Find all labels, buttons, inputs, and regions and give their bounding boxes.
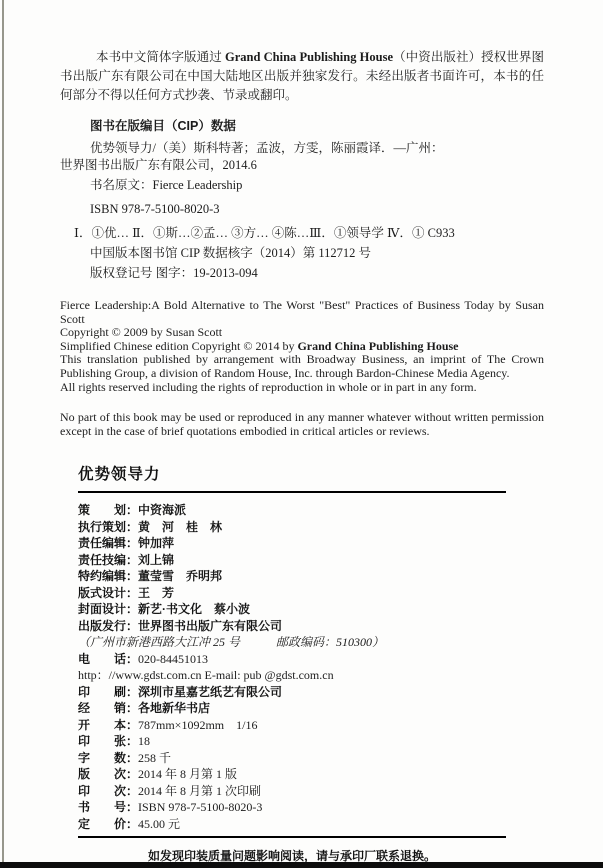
colophon-row-price: [78, 816, 544, 833]
footer-divider-rule: [78, 836, 506, 838]
colophon-row-printed-sheets: [78, 733, 544, 750]
colophon-row-website-email: http：//www.gdst.com.cn E-mail: pub @gdst.com.cn: [78, 668, 334, 683]
english-permission-block: [60, 411, 544, 438]
row-label: 印 次：: [78, 783, 139, 798]
en-chinese-edition-line: [60, 340, 544, 354]
row-label: 执行策划：: [78, 519, 139, 534]
en-arrangement-line: This translation published by arrangement with Broadway Business, an imprint of The Crown Publishing Group, a division of Random House, Inc. through Bardon-Chinese Media Agency.: [60, 352, 544, 380]
row-label: 策 划：: [78, 503, 139, 518]
cip-original-title: 书名原文：Fierce Leadership: [90, 178, 243, 192]
english-copyright-block: [60, 299, 544, 394]
cip-classification: Ⅰ．①优… Ⅱ．①斯…②孟… ③方… ④陈…Ⅲ．①领导学 Ⅳ．① C933: [74, 226, 455, 240]
row-value: 45.00 元: [138, 816, 181, 831]
row-value: 18: [138, 734, 151, 749]
publisher-name-en-bold: Grand China Publishing House: [297, 338, 459, 353]
colophon-row-telephone: [78, 651, 544, 668]
row-value: 新艺·书文化 蔡小波: [138, 602, 251, 617]
row-value: 020-84451013: [138, 651, 209, 666]
license-notice-paragraph: [60, 48, 544, 105]
colophon-row-layout-design: [78, 585, 544, 602]
row-value: 各地新华书店: [138, 701, 211, 716]
colophon-row-word-count: [78, 750, 544, 767]
row-value: 董莹雪 乔明邦: [138, 569, 223, 584]
cip-publisher-line: 世界图书出版广东有限公司，2014.6: [60, 158, 257, 172]
row-value: 黄 河 桂 林: [138, 519, 223, 534]
license-notice-pre: 本书中文简体字版通过: [96, 50, 225, 64]
cip-isbn: ISBN 978-7-5100-8020-3: [90, 202, 220, 216]
en-permission-paragraph: No part of this book may be used or reproduced in any manner whatever without written permission except in the case of brief quotations embodied in critical articles or reviews.: [60, 410, 544, 438]
colophon-row-distribution: [78, 700, 544, 717]
row-label: 版 次：: [78, 767, 139, 782]
row-label: 封面设计：: [78, 602, 139, 617]
row-label: 字 数：: [78, 750, 139, 765]
cip-title-line: 优势领导力/（美）斯科特著；孟波，方雯，陈丽霞译．—广州：: [90, 141, 444, 155]
colophon-row-executive-planning: [78, 519, 544, 536]
row-value: 钟加萍: [138, 536, 175, 551]
colophon-row-isbn: [78, 799, 544, 816]
colophon-row-planning: [78, 502, 544, 519]
row-label: 印 张：: [78, 734, 139, 749]
colophon-row-format: [78, 717, 544, 734]
title-divider-rule: [78, 491, 506, 493]
row-value: 深圳市星嘉艺纸艺有限公司: [138, 684, 283, 699]
row-value: 中资海派: [138, 503, 187, 518]
row-label: 经 销：: [78, 701, 139, 716]
license-notice-post: （中资出版社）授权世界图书出版广东有限公司在中国大陆地区出版并独家发行。未经出版者书面许可，本书的任何部分不得以任何方式抄袭、节录或翻印。: [60, 50, 544, 102]
scan-left-edge-line: [2, 0, 4, 868]
print-quality-notice: 如发现印装质量问题影响阅读，请与承印厂联系退换。: [147, 848, 436, 863]
row-label: 印 刷：: [78, 684, 139, 699]
row-label: 定 价：: [78, 816, 139, 831]
row-value: 世界图书出版广东有限公司: [138, 618, 283, 633]
colophon-row-edition: [78, 766, 544, 783]
cip-block: [60, 118, 544, 282]
publisher-name-en: Grand China Publishing House: [225, 50, 394, 64]
colophon-row-publisher: [78, 618, 544, 635]
row-value: ISBN 978-7-5100-8020-3: [138, 800, 263, 815]
row-label: 责任技编：: [78, 552, 139, 567]
book-title: 优势领导力: [78, 466, 161, 484]
colophon-row-cover-design: [78, 601, 544, 618]
en-copyright-line: Copyright © 2009 by Susan Scott: [60, 325, 223, 340]
row-value: 刘上锦: [138, 552, 175, 567]
row-label: 开 本：: [78, 717, 139, 732]
colophon-row-responsible-editor: [78, 535, 544, 552]
colophon-row-printing: [78, 783, 544, 800]
en-rights-line: All rights reserved including the rights of reproduction in whole or in part in any form.: [60, 379, 477, 394]
colophon-list: [78, 502, 544, 832]
row-label: 特约编辑：: [78, 569, 139, 584]
cip-heading: 图书在版编目（CIP）数据: [90, 119, 236, 133]
en-title-line: Fierce Leadership:A Bold Alternative to The Worst "Best" Practices of Business Today by Susan Scott: [60, 298, 544, 326]
colophon-row-publisher-address: （广州市新港西路大江冲 25 号 邮政编码：510300）: [78, 635, 385, 650]
copyright-registry-number: 版权登记号 图字：19-2013-094: [90, 266, 258, 280]
en-chinese-edition-pre: Simplified Chinese edition Copyright © 2014 by: [60, 338, 298, 353]
copyright-page: [60, 48, 544, 864]
row-value: 王 芳: [138, 585, 175, 600]
row-value: 258 千: [138, 750, 172, 765]
colophon-row-technical-editor: [78, 552, 544, 569]
row-label: 责任编辑：: [78, 536, 139, 551]
row-label: 书 号：: [78, 800, 139, 815]
row-value: 2014 年 8 月第 1 次印刷: [138, 783, 262, 798]
row-label: 版式设计：: [78, 585, 139, 600]
row-label: 电 话：: [78, 651, 139, 666]
cip-registry-number: 中国版本图书馆 CIP 数据核字（2014）第 112712 号: [90, 246, 372, 260]
colophon-row-contributing-editor: [78, 568, 544, 585]
row-value: 2014 年 8 月第 1 版: [138, 767, 238, 782]
colophon-row-printer: [78, 684, 544, 701]
row-label: 出版发行：: [78, 618, 139, 633]
row-value: 787mm×1092mm 1/16: [138, 717, 258, 732]
